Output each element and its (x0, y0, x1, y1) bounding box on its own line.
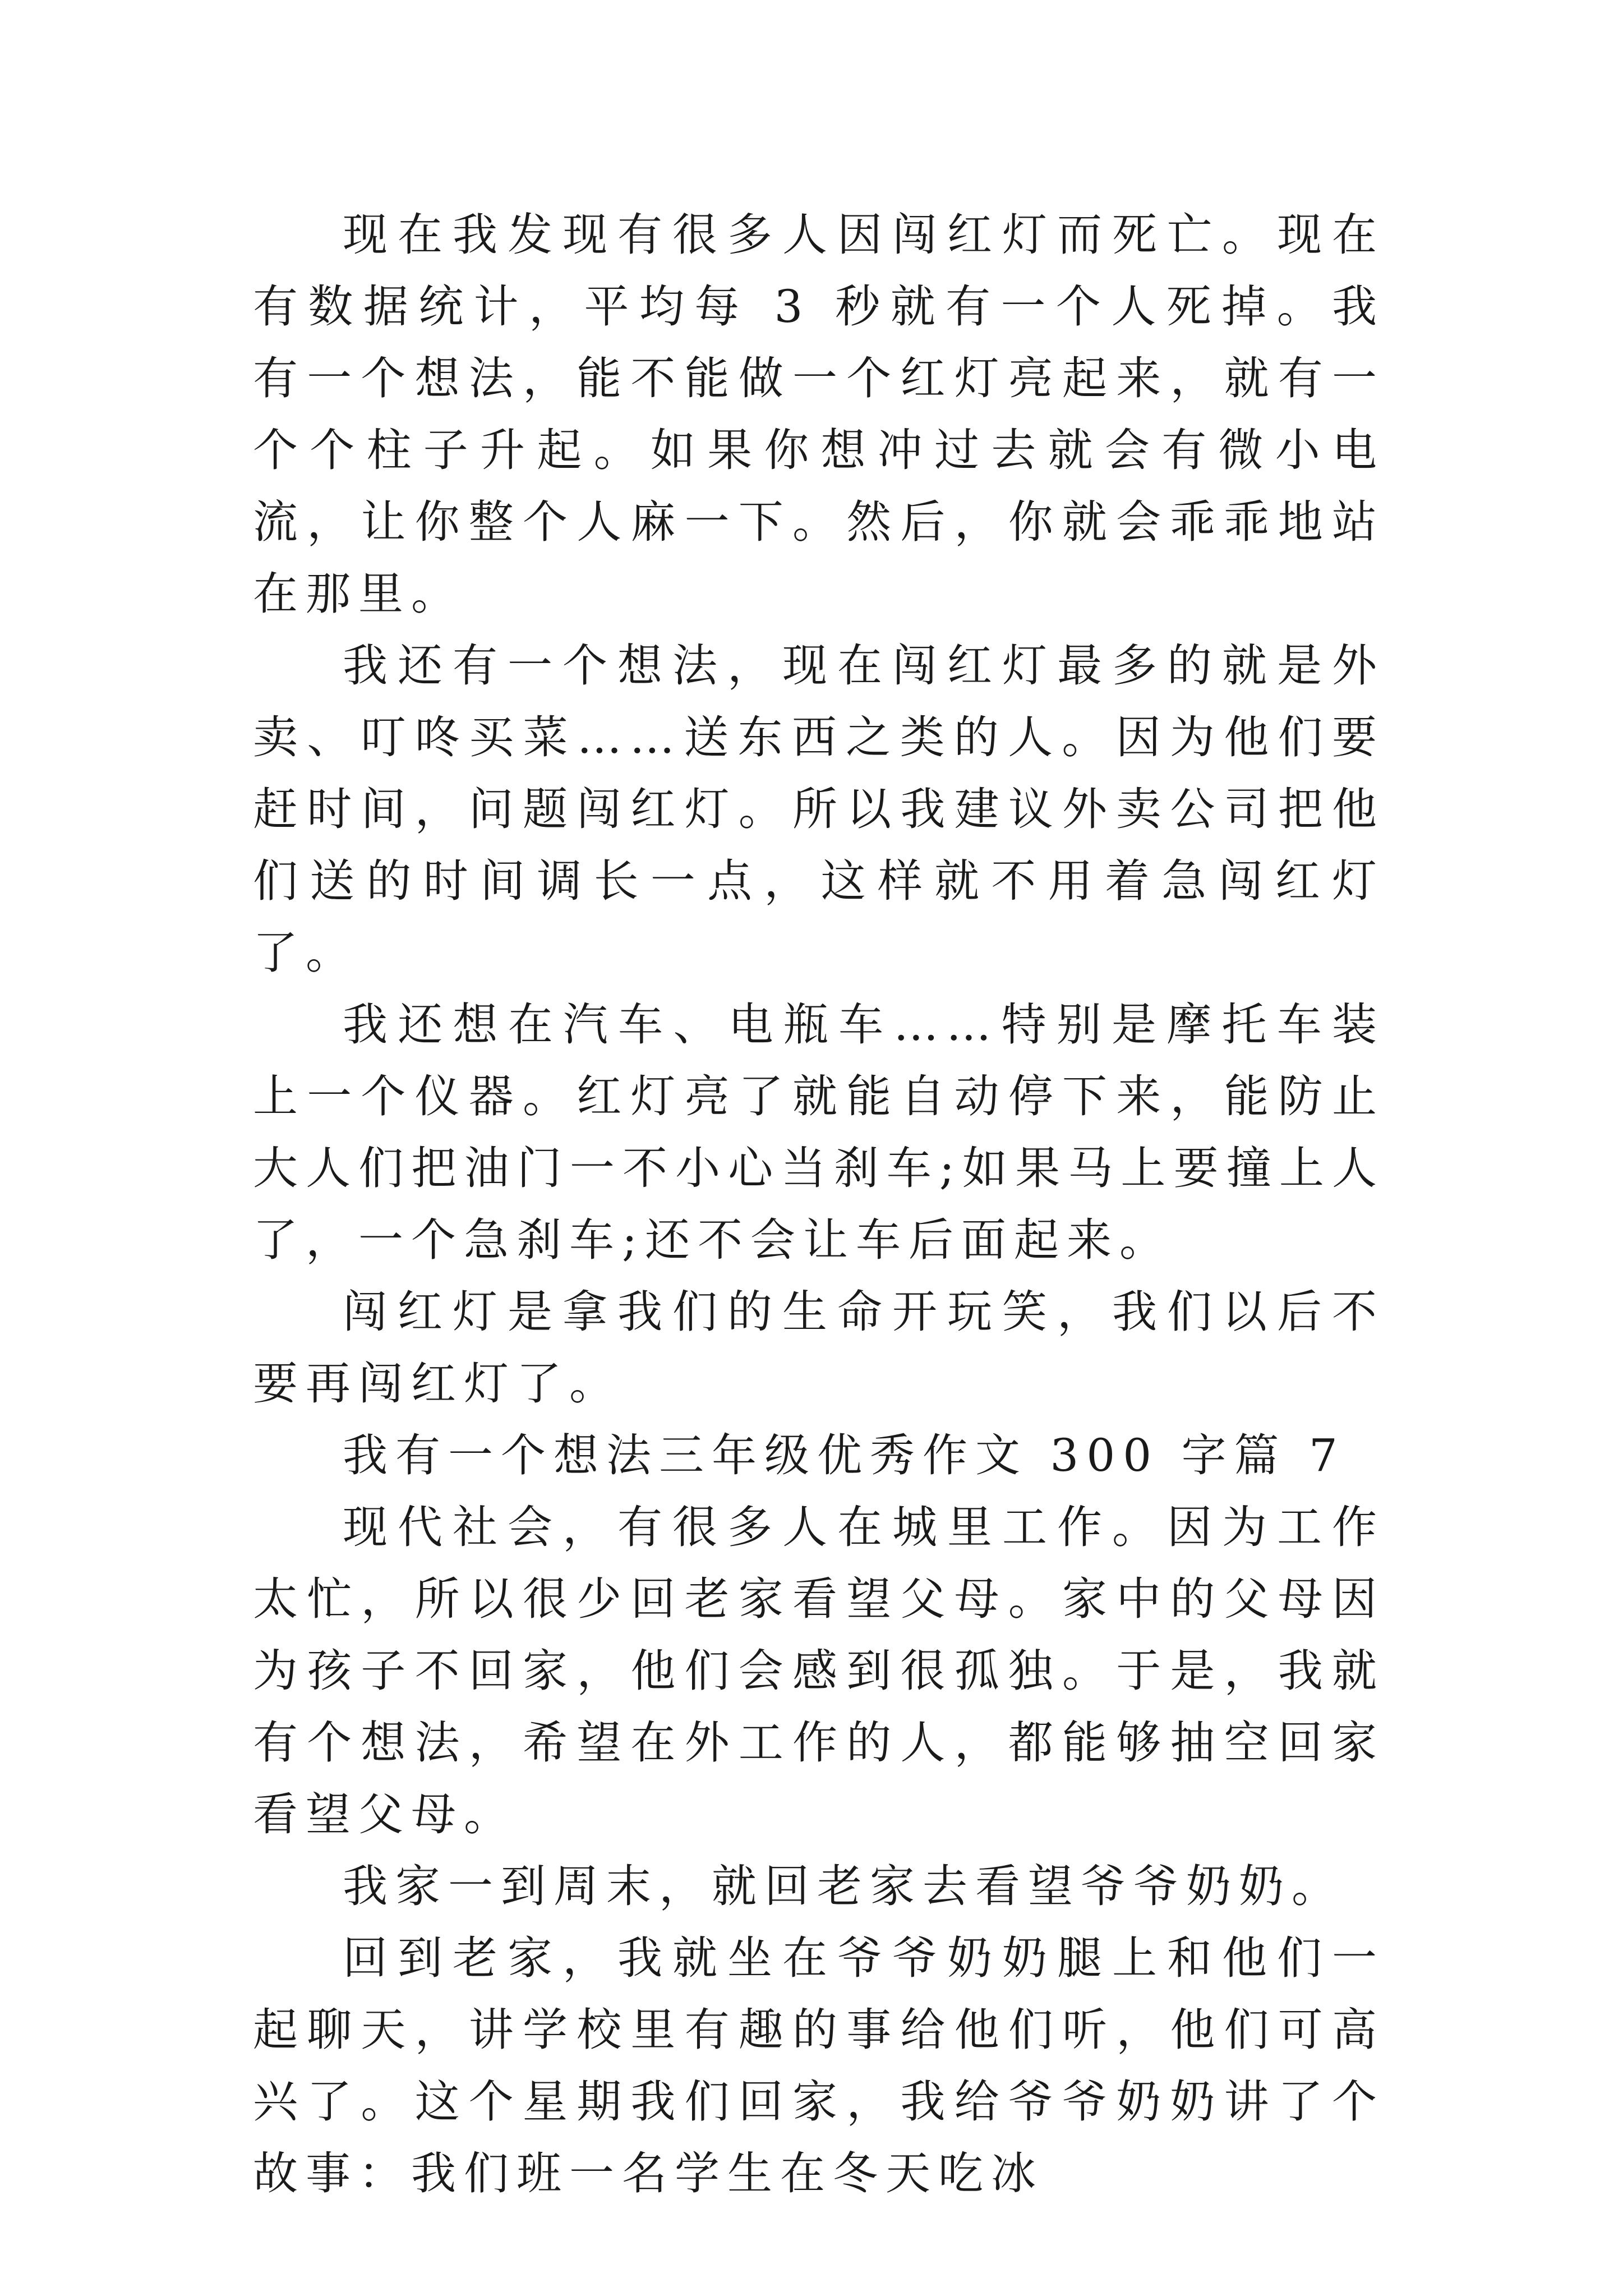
paragraph-conclusion: 闯红灯是拿我们的生命开玩笑，我们以后不要再闯红灯了。 (253, 1286, 1385, 1410)
paragraph-delivery-workers: 我还有一个想法，现在闯红灯最多的就是外卖、叮咚买菜……送东西之类的人。因为他们要赶时间，问题闯红灯。所以我建议外卖公司把他们送的时间调长一点，这样就不用着急闯红灯了。 (253, 639, 1385, 979)
paragraph-visit-parents: 现代社会，有很多人在城里工作。因为工作太忙，所以很少回老家看望父母。家中的父母因为孩子不回家，他们会感到很孤独。于是，我就有个想法，希望在外工作的人，都能够抽空回家看望父母。 (253, 1501, 1385, 1841)
document-body (253, 199, 1385, 2210)
paragraph-vehicle-device: 我还想在汽车、电瓶车……特别是摩托车装上一个仪器。红灯亮了就能自动停下来，能防止大人们把油门一不小心当刹车;如果马上要撞上人了，一个急刹车;还不会让车后面起来。 (253, 999, 1385, 1266)
paragraph-red-light-deaths: 现在我发现有很多人因闯红灯而死亡。现在有数据统计，平均每 3 秒就有一个人死掉。我有一个想法，能不能做一个红灯亮起来，就有一个个柱子升起。如果你想冲过去就会有微小电流，让你整个人麻一下。然后，你就会乖乖地站在那里。 (253, 209, 1385, 620)
paragraph-story: 回到老家，我就坐在爷爷奶奶腿上和他们一起聊天，讲学校里有趣的事给他们听，他们可高兴了。这个星期我们回家，我给爷爷奶奶讲了个故事：我们班一名学生在冬天吃冰 (253, 1932, 1385, 2200)
essay-heading: 我有一个想法三年级优秀作文 300 字篇 7 (343, 1429, 1345, 1481)
paragraph-weekend-visit: 我家一到周末，就回老家去看望爷爷奶奶。 (343, 1860, 1344, 1912)
